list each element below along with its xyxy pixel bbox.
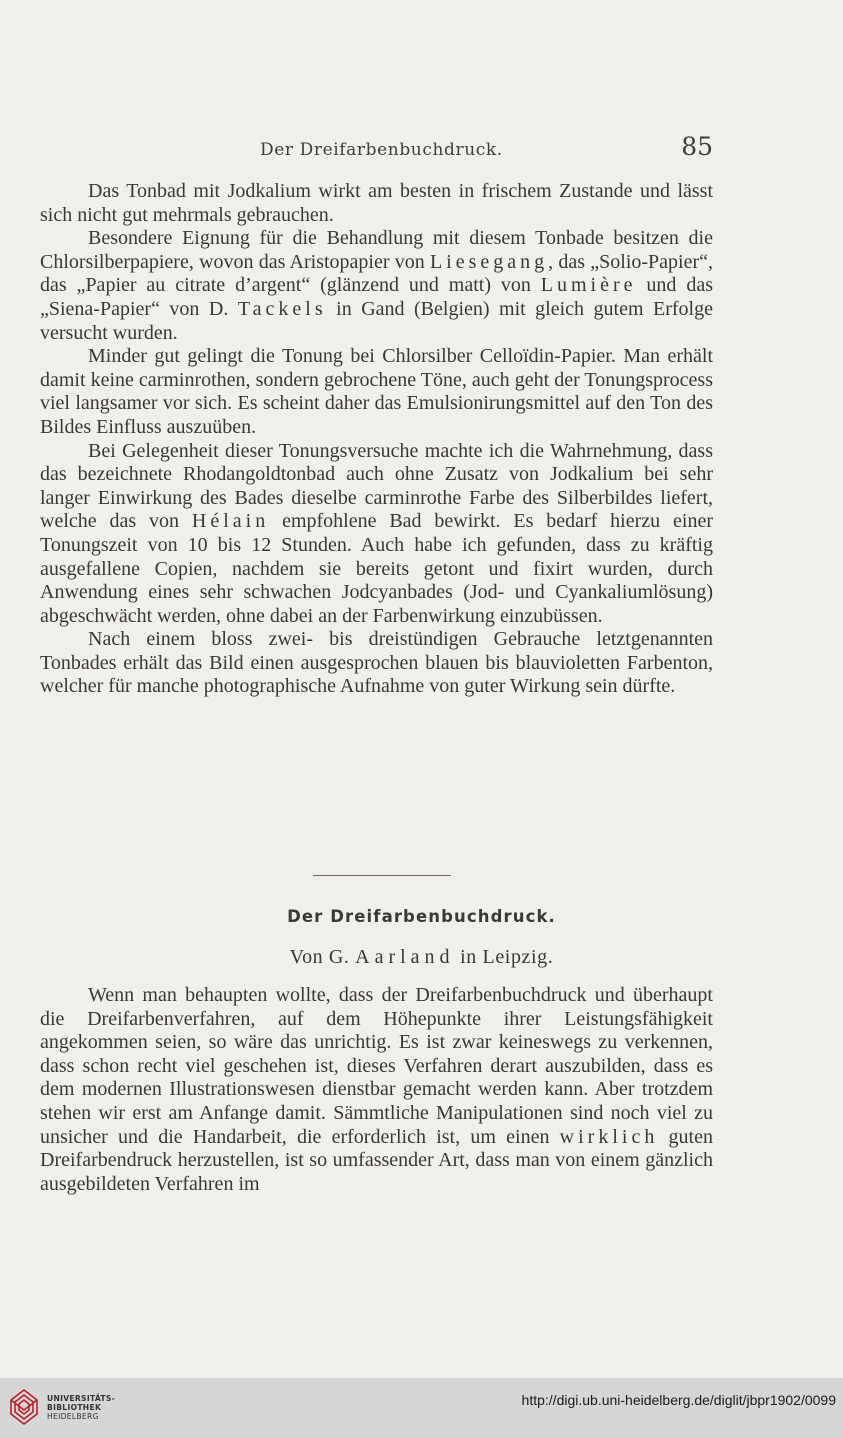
text-segment: guten Dreifarbendruck herzustellen, ist so umfassender Art, dass man von einem gänzlich ausgebildeten Verfahren im xyxy=(40,1125,713,1195)
spaced-name: Liesegang xyxy=(429,250,549,273)
library-line-1: UNIVERSITÄTS- xyxy=(47,1394,116,1403)
running-title: Der Dreifarbenbuchdruck. xyxy=(260,140,503,160)
text-segment: Nach einem bloss zwei- bis dreistündigen Gebrauche letztgenannten Tonbades erhält das Bild einen ausgesprochen blauen bis blauvioletten Farbenton, welcher für manche photographische Aufnahme von guter Wirkung sein dürfte. xyxy=(40,628,713,698)
footer-bar xyxy=(0,1378,843,1438)
paragraph xyxy=(40,180,713,227)
section-divider xyxy=(313,875,451,876)
section-1-body xyxy=(40,180,713,699)
text-segment: Bei Gelegenheit dieser Tonungsversuche machte ich die Wahrnehmung, dass das bezeichnete Rhodangoldtonbad auch ohne Zusatz von Jodkalium bei sehr langer Einwirkung des Bades dieselbe carminrothe Farbe des Silberbildes liefert, welche das von xyxy=(40,439,713,533)
paragraph xyxy=(40,984,713,1196)
text-segment: , das „Solio-Papier“, das „Papier au citrate d’argent“ (glänzend und matt) von xyxy=(40,250,714,297)
byline-prefix: Von G. xyxy=(289,946,356,968)
section-2-body xyxy=(40,984,713,1196)
university-library-logo-icon xyxy=(9,1388,39,1426)
section-heading: Der Dreifarbenbuchdruck. xyxy=(287,907,556,926)
library-line-2: BIBLIOTHEK xyxy=(47,1403,102,1412)
paragraph xyxy=(40,628,713,699)
spaced-name: wirklich xyxy=(559,1125,659,1148)
text-segment: Wenn man behaupten wollte, dass der Dreifarbenbuchdruck und überhaupt die Dreifarbenverfahren, auf dem Höhepunkte ihrer Leistungsfähigkeit angekommen seien, so wäre das unrichtig. Es ist zwar keineswegs zu verkennen, dass schon recht viel geschehen ist, dieses Verfahren derart auszubilden, dass es dem modernen Illustrationswesen dienstbar gemacht werden kann. Aber trotzdem stehen wir erst am Anfange damit. Sämmtliche Manipulationen sind noch viel zu unsicher und die Handarbeit, die erforderlich ist, um einen xyxy=(40,984,713,1148)
text-segment: Besondere Eignung für die Behandlung mit diesem Tonbade besitzen die Chlorsilberpapiere, wovon das Aristopapier von xyxy=(40,227,713,273)
text-segment: Minder gut gelingt die Tonung bei Chlorsilber Celloïdin-Papier. Man erhält damit keine carminrothen, sondern gebrochene Töne, auch geht der Tonungsprocess viel langsamer vor sich. Es scheint daher das Emulsionirungsmittel auf den Ton des Bildes Einfluss auszuüben. xyxy=(40,345,713,438)
byline xyxy=(0,946,843,969)
byline-author: Aarland xyxy=(355,946,455,968)
text-segment: empfohlene Bad bewirkt. Es bedarf hierzu einer Tonungszeit von 10 bis 12 Stunden. Auch habe ich gefunden, dass zu kräftig ausgefallene Copien, nachdem sie bereits getont und fixirt wurden, durch Anwendung eines sehr schwachen Jodcyanbades (Jod- und Cyankaliumlösung) abgeschwächt werden, ohne dabei an der Farbenwirkung einzubüssen. xyxy=(40,510,713,627)
byline-suffix: in Leipzig. xyxy=(454,946,554,968)
spaced-name: Lumière xyxy=(540,274,637,297)
text-segment: Das Tonbad mit Jodkalium wirkt am besten in frischem Zustande und lässt sich nicht gut mehrmals gebrauchen. xyxy=(40,180,713,226)
page-header xyxy=(40,132,713,166)
paragraph xyxy=(40,440,713,629)
spaced-name: Hélain xyxy=(191,510,270,533)
paragraph xyxy=(40,227,713,345)
spaced-name: Tackels xyxy=(237,297,327,320)
library-name xyxy=(47,1394,115,1421)
paragraph xyxy=(40,345,713,439)
text-segment: in Gand (Belgien) mit gleich gutem Erfolge versucht wurden. xyxy=(40,297,713,344)
page-number: 85 xyxy=(681,132,713,161)
source-url-link[interactable]: http://digi.ub.uni-heidelberg.de/diglit/jbpr1902/0099 xyxy=(521,1392,836,1408)
library-line-3: HEIDELBERG xyxy=(47,1412,99,1421)
text-segment: und das „Siena-Papier“ von D. xyxy=(40,274,713,320)
